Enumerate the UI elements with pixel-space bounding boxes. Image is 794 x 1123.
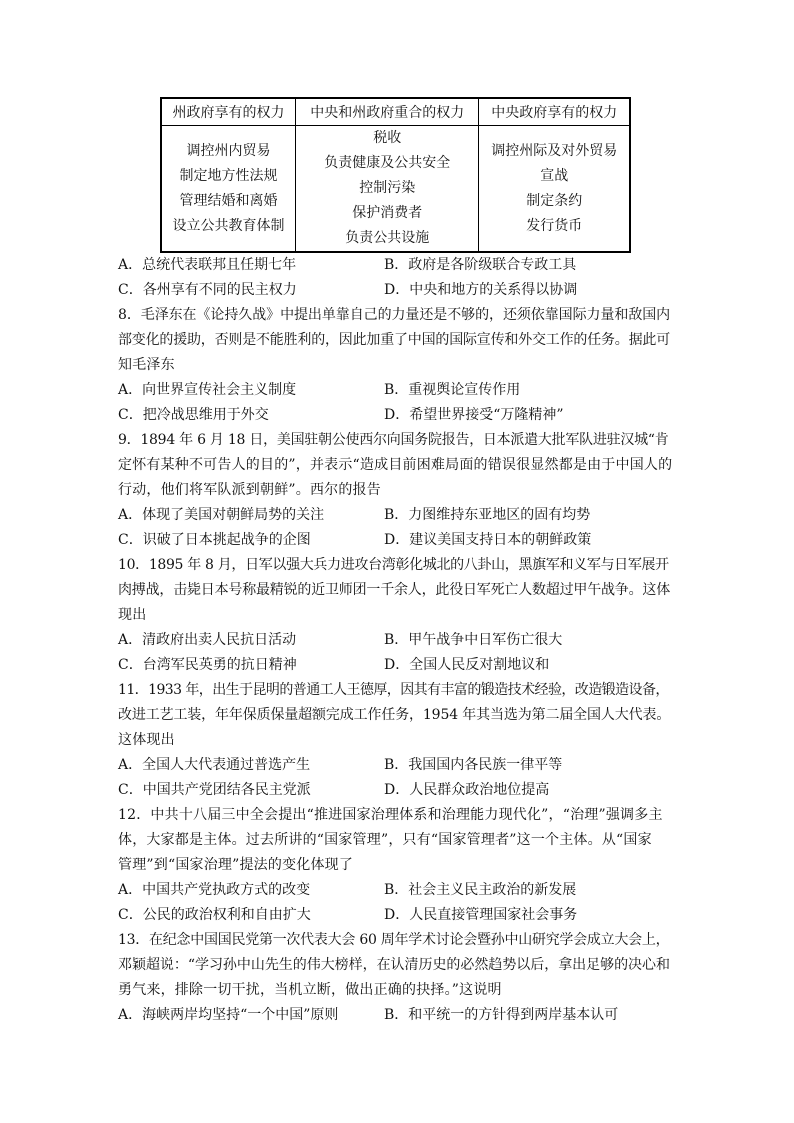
q10-stem-line: 10．1895 年 8 月，日军以强大兵力进攻台湾彰化城北的八卦山，黑旗军和义军与日军展开	[118, 557, 669, 573]
table-cell-item: 控制污染	[359, 180, 416, 196]
state-powers-cell	[161, 126, 295, 253]
q13-option-b: B．和平统一的方针得到两岸基本认可	[384, 1007, 619, 1023]
q12-option-c: C．公民的政治权利和自由扩大	[118, 907, 311, 923]
q11-stem-line: 改进工艺工装，年年保质保量超额完成工作任务，1954 年其当选为第二届全国人大代表。	[118, 707, 671, 723]
q13-stem-line: 13．在纪念中国国民党第一次代表大会 60 周年学术讨论会暨孙中山研究学会成立大会上，	[118, 932, 670, 948]
table-cell-item: 制定条约	[526, 192, 583, 209]
q11-option-c: C．中国共产党团结各民主党派	[118, 782, 311, 798]
q8-option-b: B．重视舆论宣传作用	[384, 382, 521, 398]
q8-stem-line: 知毛泽东	[118, 357, 175, 373]
q9-option-a: A．体现了美国对朝鲜局势的关注	[118, 507, 325, 523]
q9-option-d: D．建议美国支持日本的朝鲜政策	[384, 532, 592, 548]
table-cell-item: 调控州内贸易	[186, 142, 271, 159]
q12-option-b: B．社会主义民主政治的新发展	[384, 882, 577, 898]
q13-stem-line: 邓颖超说：“学习孙中山先生的伟大榜样，在认清历史的必然趋势以后，拿出足够的决心和	[118, 957, 670, 973]
q8-option-d: D．希望世界接受“万隆精神”	[384, 407, 564, 423]
q7-option-d: D．中央和地方的关系得以协调	[384, 282, 578, 298]
q13-stem-line: 勇气来，排除一切干扰，当机立断，做出正确的抉择。”这说明	[118, 982, 502, 998]
q7-option-a: A．总统代表联邦且任期七年	[118, 257, 297, 273]
q7-option-c: C．各州享有不同的民主权力	[118, 282, 297, 298]
q13-option-a: A．海峡两岸均坚持“一个中国”原则	[118, 1007, 339, 1023]
q10-option-c: C．台湾军民英勇的抗日精神	[118, 657, 297, 673]
q11-option-a: A．全国人大代表通过普选产生	[118, 757, 311, 773]
table-cell-item: 管理结婚和离婚	[179, 192, 278, 209]
q12-option-a: A．中国共产党执政方式的改变	[118, 882, 311, 898]
q9-stem-line: 行动，他们将军队派到朝鲜”。西尔的报告	[118, 482, 381, 498]
powers-table	[160, 97, 631, 253]
table-cell-item: 设立公共教育体制	[172, 217, 285, 234]
shared-powers-cell	[295, 126, 479, 253]
q12-stem-line: 管理”到“国家治理”提法的变化体现了	[118, 857, 354, 873]
q11-stem-line: 这体现出	[118, 732, 175, 748]
table-cell-item: 负责公共设施	[345, 230, 430, 246]
table-cell-item: 制定地方性法规	[179, 167, 278, 184]
q10-stem-line: 现出	[118, 607, 147, 623]
federal-powers-cell	[479, 126, 630, 253]
q8-option-c: C．把冷战思维用于外交	[118, 407, 269, 423]
table-cell-item: 税收	[373, 130, 402, 146]
table-header-row	[161, 98, 630, 126]
q10-option-a: A．清政府出卖人民抗日活动	[118, 632, 297, 648]
q11-option-b: B．我国国内各民族一律平等	[384, 757, 563, 773]
q9-option-c: C．识破了日本挑起战争的企图	[118, 532, 311, 548]
q9-option-b: B．力图维持东亚地区的固有均势	[384, 507, 591, 523]
q12-stem-line: 12．中共十八届三中全会提出“推进国家治理体系和治理能力现代化”，“治理”强调多主	[118, 807, 663, 823]
header-federal-powers: 中央政府享有的权力	[479, 98, 630, 126]
table-body-row	[161, 126, 630, 253]
q8-option-a: A．向世界宣传社会主义制度	[118, 382, 297, 398]
q8-stem-line: 8．毛泽东在《论持久战》中提出单靠自己的力量还是不够的，还须依靠国际力量和敌国内	[118, 307, 671, 323]
table-cell-item: 负责健康及公共安全	[324, 155, 451, 171]
table-cell-item: 宣战	[540, 167, 569, 184]
table-cell-item: 调控州际及对外贸易	[491, 142, 618, 159]
q11-stem-line: 11．1933 年，出生于昆明的普通工人王德厚，因其有丰富的锻造技术经验，改造锻造设备，	[118, 682, 669, 698]
table-cell-item: 保护消费者	[352, 205, 423, 221]
q8-stem-line: 部变化的援助，否则是不能胜利的，因此加重了中国的国际宣传和外交工作的任务。据此可	[118, 332, 670, 348]
q10-option-b: B．甲午战争中日军伤亡很大	[384, 632, 563, 648]
q11-option-d: D．人民群众政治地位提高	[384, 782, 550, 798]
q7-option-b: B．政府是各阶级联合专政工具	[384, 257, 577, 273]
header-shared-powers: 中央和州政府重合的权力	[295, 98, 479, 126]
q10-stem-line: 肉搏战，击毙日本号称最精锐的近卫师团一千余人，此役日军死亡人数超过甲午战争。这体	[118, 582, 670, 598]
q9-stem-line: 定怀有某种不可告人的目的”，并表示“造成目前困难局面的错误很显然都是由于中国人的	[118, 457, 673, 473]
header-state-powers: 州政府享有的权力	[161, 98, 295, 126]
q10-option-d: D．全国人民反对割地议和	[384, 657, 550, 673]
table-cell-item: 发行货币	[526, 217, 583, 234]
q9-stem-line: 9．1894 年 6 月 18 日，美国驻朝公使西尔向国务院报告，日本派遣大批军队进驻汉城“肯	[118, 432, 669, 448]
q12-stem-line: 体，大家都是主体。过去所讲的“国家管理”，只有“国家管理者”这一个主体。从“国家	[118, 832, 652, 848]
q12-option-d: D．人民直接管理国家社会事务	[384, 907, 578, 923]
